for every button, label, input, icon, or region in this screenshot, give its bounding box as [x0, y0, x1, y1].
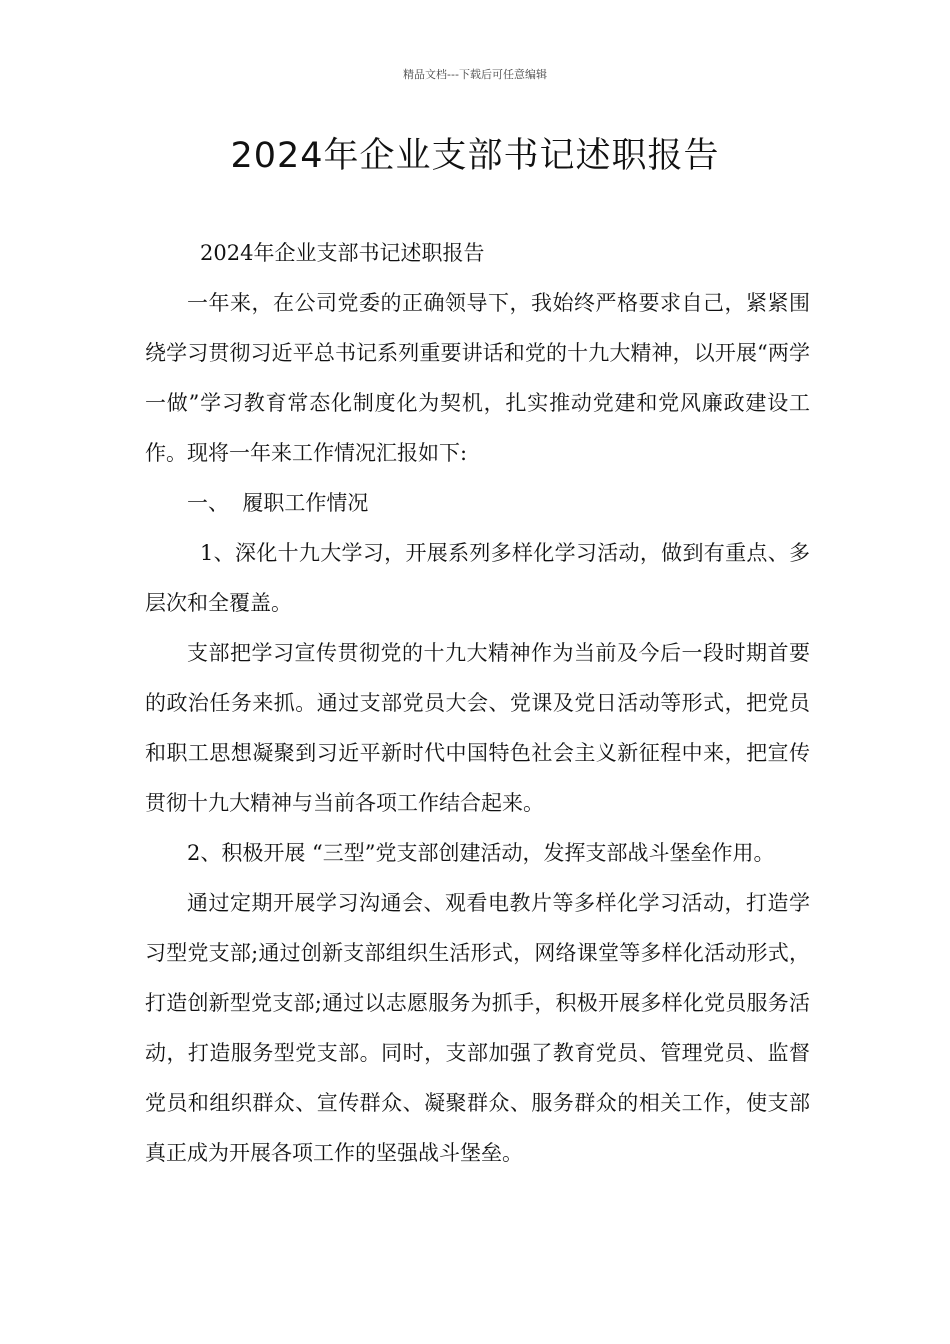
- subtitle-paragraph: 2024年企业支部书记述职报告: [200, 241, 485, 265]
- section-heading: 一、 履职工作情况: [187, 491, 369, 515]
- item-heading-2: 2、积极开展 “三型”党支部创建活动，发挥支部战斗堡垒作用。: [187, 841, 775, 865]
- body-paragraph-1: 支部把学习宣传贯彻党的十九大精神作为当前及今后一段时期首要的政治任务来抓。通过支部党员大会、党课及党日活动等形式，把党员和职工思想凝聚到习近平新时代中国特色社会主义新征程中来，把宣传贯彻十九大精神与当前各项工作结合起来。: [145, 641, 810, 815]
- item-heading-1: 1、深化十九大学习，开展系列多样化学习活动，做到有重点、多层次和全覆盖。: [145, 541, 810, 615]
- header-note: 精品文档---下载后可任意编辑: [403, 68, 547, 81]
- intro-paragraph: 一年来，在公司党委的正确领导下，我始终严格要求自己，紧紧围绕学习贯彻习近平总书记系列重要讲话和党的十九大精神，以开展“两学一做”学习教育常态化制度化为契机，扎实推动党建和党风廉政建设工作。现将一年来工作情况汇报如下:: [145, 291, 810, 465]
- document-title: 2024年企业支部书记述职报告: [230, 136, 720, 176]
- body-paragraph-2: 通过定期开展学习沟通会、观看电教片等多样化学习活动，打造学习型党支部;通过创新支部组织生活形式，网络课堂等多样化活动形式，打造创新型党支部;通过以志愿服务为抓手，积极开展多样化党员服务活动，打造服务型党支部。同时，支部加强了教育党员、管理党员、监督党员和组织群众、宣传群众、凝聚群众、服务群众的相关工作，使支部真正成为开展各项工作的坚强战斗堡垒。: [145, 891, 810, 1165]
- document-body: [145, 228, 810, 1178]
